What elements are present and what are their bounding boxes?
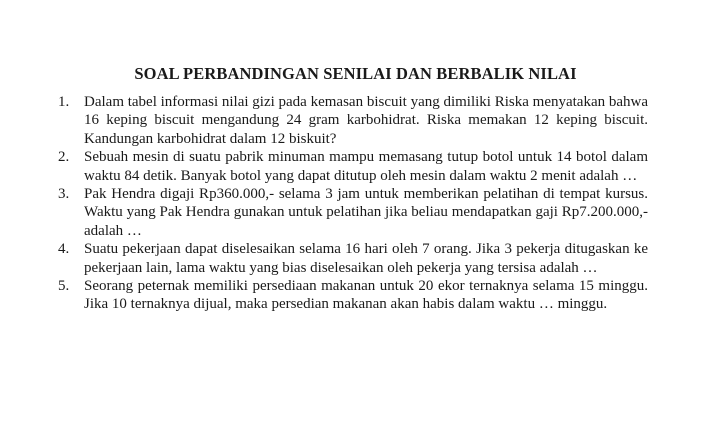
question-number: 5. xyxy=(58,278,70,295)
question-text: Pak Hendra digaji Rp360.000,- selama 3 jam untuk memberikan pelatihan di tempat kursus. Waktu yang Pak Hendra gunakan untuk pelatihan jika beliau mendapatkan gaji Rp7.200.000,- adalah … xyxy=(84,186,648,239)
question-text: Suatu pekerjaan dapat diselesaikan selama 16 hari oleh 7 orang. Jika 3 pekerja ditugaskan ke pekerjaan lain, lama waktu yang bias diselesaikan oleh pekerja yang tersisa adalah … xyxy=(84,241,648,276)
question-number: 1. xyxy=(58,94,70,110)
page-title: SOAL PERBANDINGAN SENILAI DAN BERBALIK NILAI xyxy=(134,64,577,83)
question-list xyxy=(58,93,648,314)
question-item xyxy=(58,240,648,277)
question-item xyxy=(58,148,648,185)
question-text: Dalam tabel informasi nilai gizi pada kemasan biscuit yang dimiliki Riska menyatakan bahwa 16 keping biscuit mengandung 24 gram karbohidrat. Riska memakan 12 keping biscuit. Kandungan karbohidrat dalam 12 biskuit? xyxy=(84,94,649,147)
question-number: 2. xyxy=(58,149,70,166)
question-item xyxy=(58,185,648,240)
question-text: Sebuah mesin di suatu pabrik minuman mampu memasang tutup botol untuk 14 botol dalam waktu 84 detik. Banyak botol yang dapat ditutup oleh mesin dalam waktu 2 menit adalah … xyxy=(84,149,648,184)
question-item xyxy=(58,277,648,314)
question-item xyxy=(58,93,648,148)
question-text: Seorang peternak memiliki persediaan makanan untuk 20 ekor ternaknya selama 15 minggu. Jika 10 ternaknya dijual, maka persedian makanan akan habis dalam waktu … minggu. xyxy=(84,278,648,313)
question-number: 4. xyxy=(58,241,70,258)
question-number: 3. xyxy=(58,186,70,203)
